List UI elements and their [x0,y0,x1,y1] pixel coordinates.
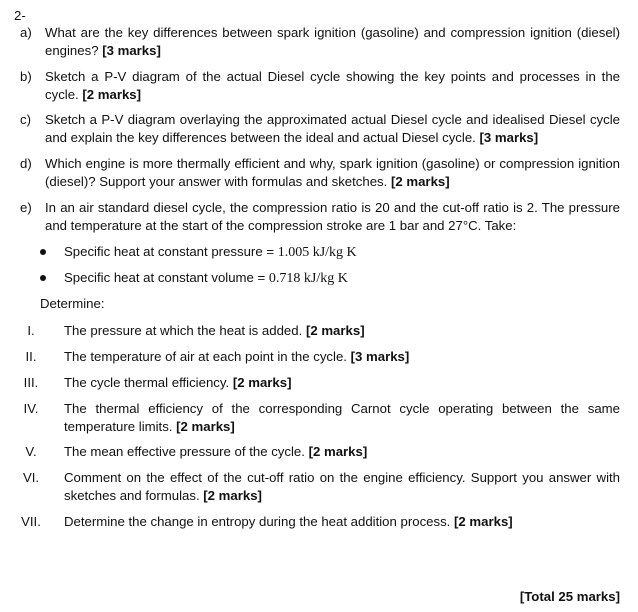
part-marks: [2 marks] [82,87,142,102]
part-text: Sketch a P-V diagram overlaying the approximated actual Diesel cycle and idealised Diesel cycle and explain the key differences between the ideal and actual Diesel cycle. [45,112,620,145]
subpart-marks: [2 marks] [232,375,292,390]
subpart-marks: [3 marks] [350,349,410,364]
subpart-marks: [2 marks] [176,419,235,434]
subpart-label: II. [25,349,37,364]
subpart-text: The mean effective pressure of the cycle. [64,444,305,459]
part-marks: [3 marks] [479,130,539,145]
subpart-marks: [2 marks] [305,323,365,338]
bullet-text: Specific heat at constant pressure = [64,244,278,259]
subpart-text: The cycle thermal efficiency. [64,375,230,390]
subpart-label: III. [23,375,39,390]
part-text: In an air standard diesel cycle, the compression ratio is 20 and the cut-off ratio is 2. The pressure and temperature at the start of the compression stroke are 1 bar and 27°C. Take: [45,200,620,233]
bullet-text: Specific heat at constant volume = [64,270,269,285]
subpart-text: The thermal efficiency of the corresponding Carnot cycle operating between the same temperature limits. [64,401,620,434]
part-text: Which engine is more thermally efficient and why, spark ignition (gasoline) or compression ignition (diesel)? Support your answer with formulas and sketches. [45,156,620,189]
bullet-dot [40,249,46,255]
part-text: What are the key differences between spark ignition (gasoline) and compression ignition (diesel) engines? [45,25,620,58]
part-label: a) [20,25,32,40]
bullet-dot [40,275,46,281]
subpart-label: VI. [22,470,40,485]
subpart-marks: [2 marks] [454,514,513,529]
part-label: e) [20,200,32,215]
bullet-value: 0.718 kJ/kg K [268,271,348,286]
subpart-label: I. [27,323,35,338]
question-number: 2- [14,8,26,23]
total-marks: [Total 25 marks] [519,589,620,604]
subpart-text: Determine the change in entropy during the heat addition process. [64,514,451,529]
subpart-text: Comment on the effect of the cut-off ratio on the engine efficiency. Support you answer with sketches and formulas. [64,470,620,503]
part-label: d) [20,156,32,171]
subpart-label: VII. [21,514,41,529]
determine-label: Determine: [40,296,105,311]
subpart-marks: [2 marks] [308,444,368,459]
subpart-text: The pressure at which the heat is added. [64,323,303,338]
subpart-label: V. [25,444,37,459]
part-marks: [2 marks] [390,174,450,189]
subpart-text: The temperature of air at each point in the cycle. [64,349,347,364]
part-label: b) [20,69,32,84]
part-marks: [3 marks] [102,43,161,58]
bullet-value: 1.005 kJ/kg K [277,245,357,260]
subpart-label: IV. [23,401,39,416]
part-label: c) [20,112,31,127]
part-text: Sketch a P-V diagram of the actual Diesel cycle showing the key points and processes in the cycle. [45,69,620,102]
subpart-marks: [2 marks] [203,488,262,503]
